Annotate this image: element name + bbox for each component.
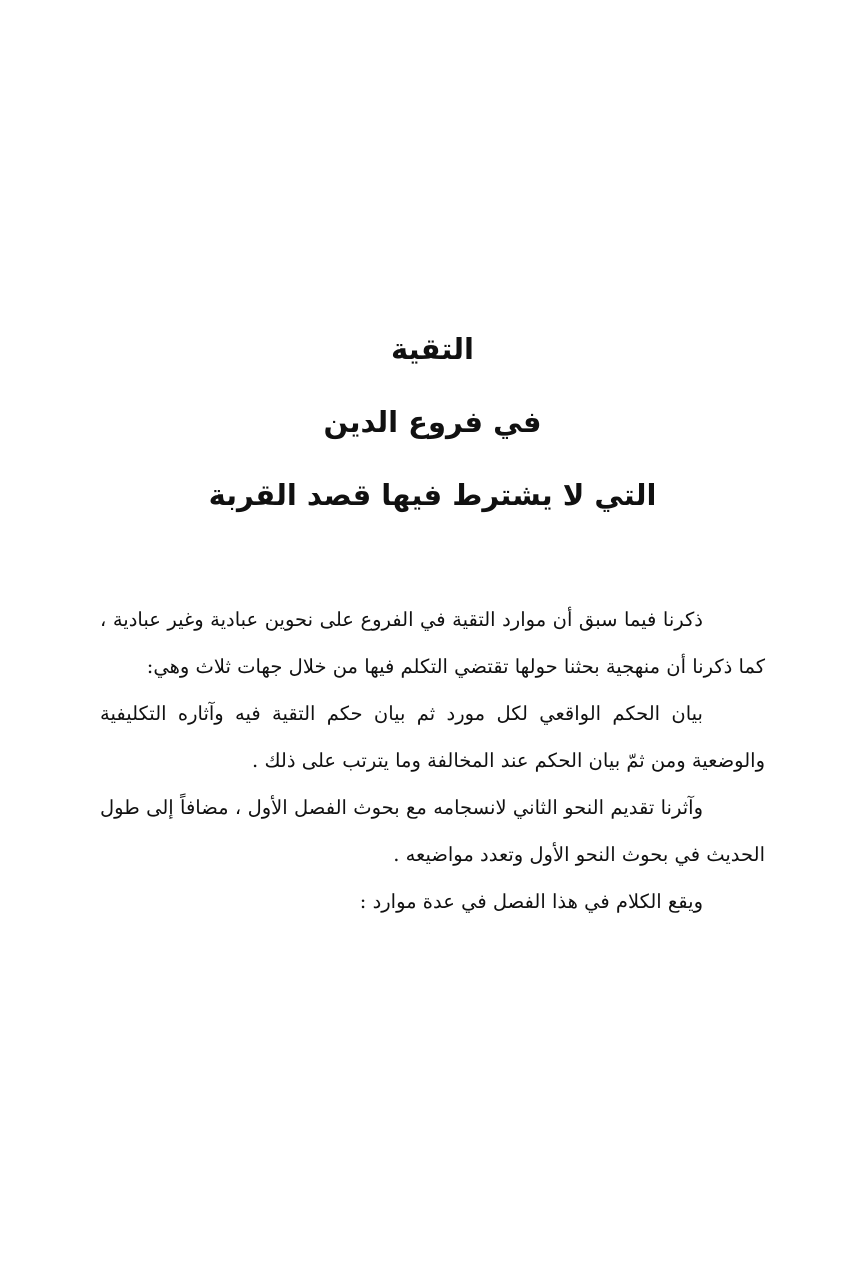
paragraph: بيان الحكم الواقعي لكل مورد ثم بيان حكم التقية فيه وآثاره التكليفية والوضعية ومن ثمّ بيان الحكم عند المخالفة وما يترتب على ذلك . (100, 702, 765, 772)
paragraph: وآثرنا تقديم النحو الثاني لانسجامه مع بحوث الفصل الأول ، مضافاً إلى طول الحديث في بحوث النحو الأول وتعدد مواضيعه . (100, 796, 765, 866)
body-text (100, 596, 765, 925)
paragraph: ذكرنا فيما سبق أن موارد التقية في الفروع على نحوين عبادية وغير عبادية ، كما ذكرنا أن منهجية بحثنا حولها تقتضي التكلم فيها من خلال جهات ثلاث وهي: (100, 608, 765, 678)
heading-title: التقية (391, 332, 474, 366)
heading-subtitle-2: التي لا يشترط فيها قصد القربة (208, 478, 657, 512)
chapter-heading-block (0, 330, 865, 549)
paragraph: ويقع الكلام في هذا الفصل في عدة موارد : (359, 890, 703, 913)
heading-subtitle: في فروع الدين (323, 405, 542, 439)
